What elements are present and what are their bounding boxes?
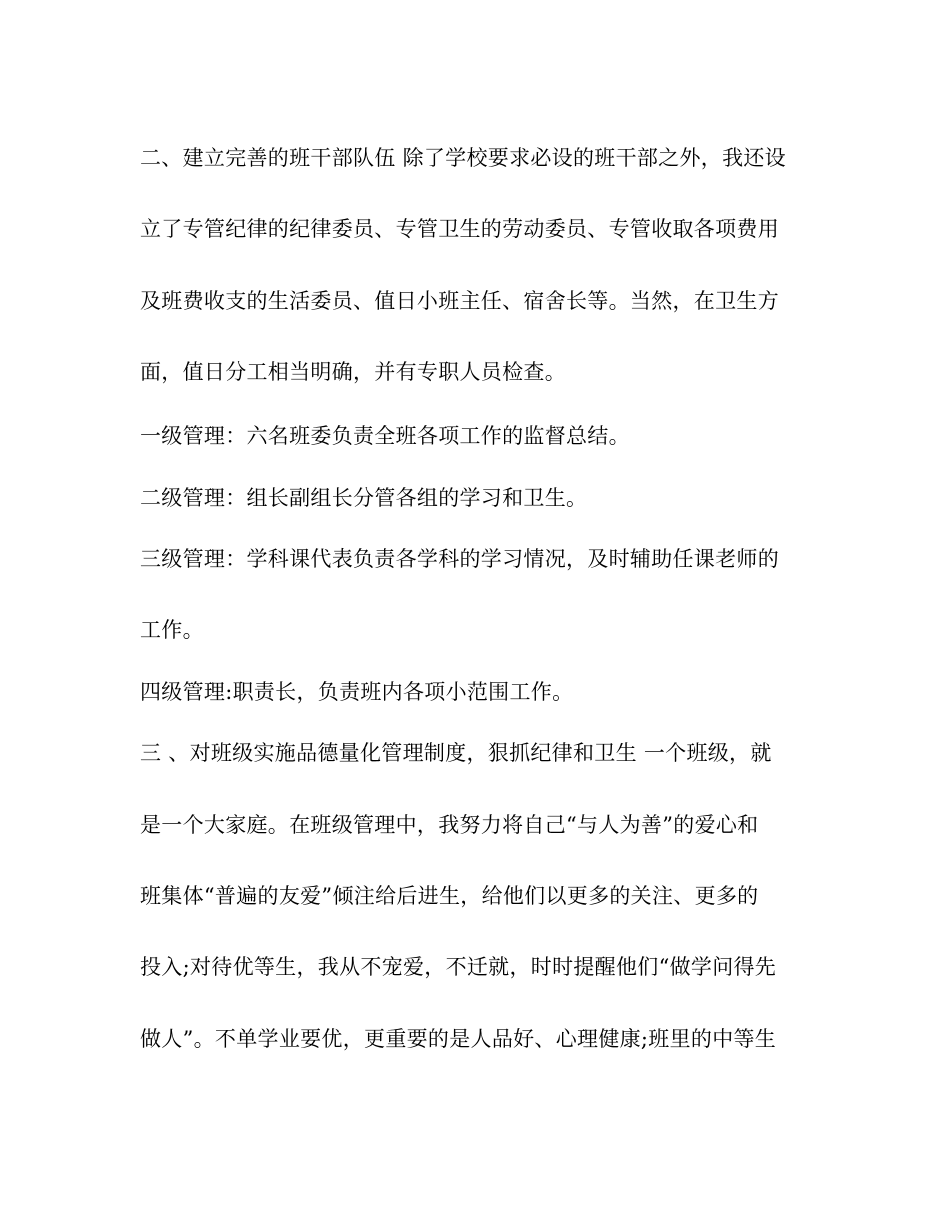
paragraph-line: 工作。: [140, 618, 204, 642]
paragraph-line: 立了专管纪律的纪律委员、专管卫生的劳动委员、专管收取各项费用: [140, 217, 779, 241]
paragraph-line: 投入;对待优等生，我从不宠爱，不迁就，时时提醒他们“做学问得先: [140, 955, 777, 979]
paragraph-line: 二级管理：组长副组长分管各组的学习和卫生。: [140, 486, 588, 510]
paragraph-line: 面，值日分工相当明确，并有专职人员检查。: [140, 360, 566, 384]
paragraph-line: 是一个大家庭。在班级管理中，我努力将自己“与人为善”的爱心和: [140, 813, 759, 837]
paragraph-line: 一级管理：六名班委负责全班各项工作的监督总结。: [140, 424, 630, 448]
paragraph-line: 二、建立完善的班干部队伍 除了学校要求必设的班干部之外，我还设: [140, 146, 786, 170]
paragraph-line: 三级管理：学科课代表负责各学科的学习情况，及时辅助任课老师的: [140, 547, 779, 571]
paragraph-line: 及班费收支的生活委员、值日小班主任、宿舍长等。当然，在卫生方: [140, 289, 779, 313]
paragraph-line: 做人”。不单学业要优，更重要的是人品好、心理健康;班里的中等生: [140, 1027, 777, 1051]
paragraph-line: 四级管理:职责长，负责班内各项小范围工作。: [140, 680, 574, 704]
paragraph-line: 班集体“普遍的友爱”倾注给后进生，给他们以更多的关注、更多的: [140, 884, 759, 908]
paragraph-line: 三 、对班级实施品德量化管理制度，狠抓纪律和卫生 一个班级，就: [140, 741, 772, 765]
